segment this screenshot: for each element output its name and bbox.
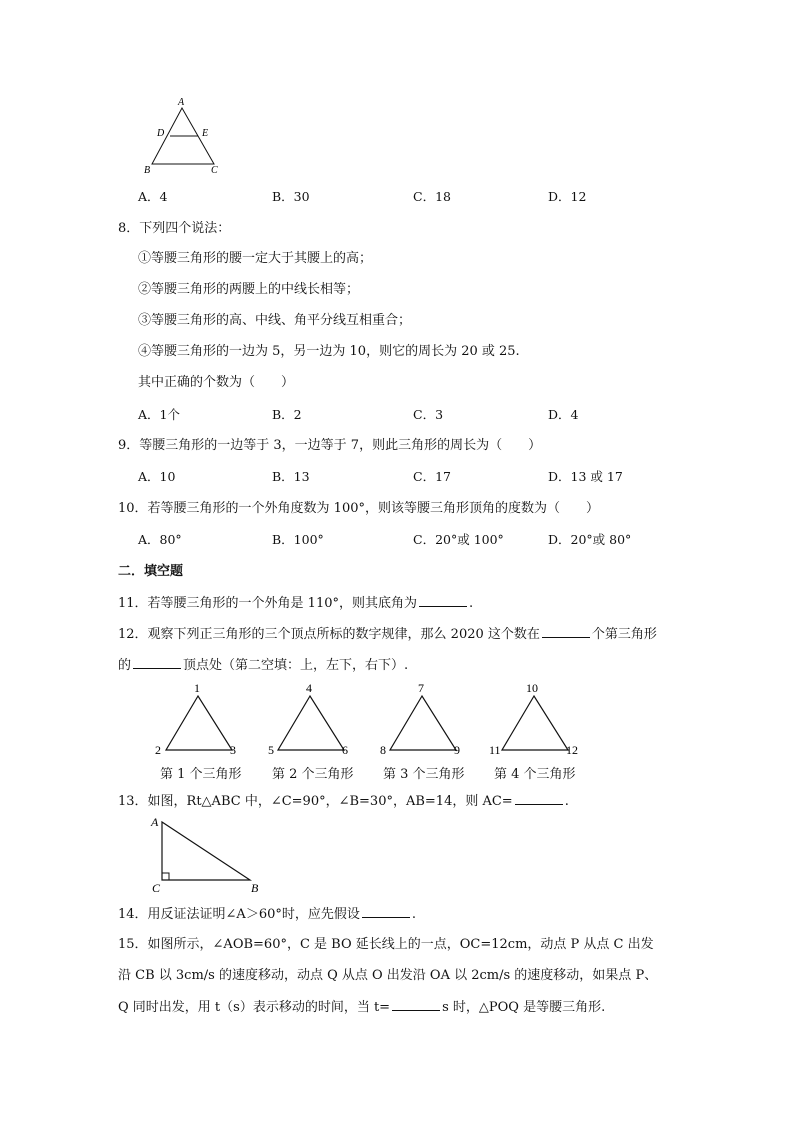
q9-option-b: B．13	[272, 469, 310, 484]
q7-option-d: D．12	[548, 189, 587, 204]
q14-blank	[362, 905, 410, 918]
tri4-right-label: 12	[566, 743, 578, 757]
q9-option-c: C．17	[413, 469, 451, 484]
q7-option-b: B．30	[272, 189, 310, 204]
q12-text-b: 个第三角形	[591, 627, 657, 642]
q8-option-b: B．2	[272, 407, 302, 422]
q14	[118, 905, 416, 924]
tri3-top-label: 7	[418, 681, 424, 695]
tri4-caption: 第 4 个三角形	[494, 767, 576, 782]
label-D: D	[157, 128, 165, 139]
label-A: A	[178, 97, 185, 108]
tri2-left-label: 5	[268, 743, 274, 757]
q15-line2: 沿 CB 以 3cm/s 的速度移动，动点 Q 从点 O 出发沿 OA 以 2cm/s 的速度移动，如果点 P、	[118, 968, 658, 983]
label-A: A	[151, 815, 159, 829]
q10-option-c: C．20°或 100°	[413, 532, 504, 547]
q12-blank-1	[542, 625, 590, 638]
q13-end: .	[564, 794, 569, 809]
q8-stem: 8．下列四个说法：	[118, 221, 231, 236]
figure-q7-triangle	[140, 96, 230, 178]
q12-blank-2	[133, 656, 181, 669]
q9-option-a: A．10	[138, 469, 176, 484]
label-C: C	[152, 881, 161, 894]
q15-blank	[392, 998, 440, 1011]
right-angle-mark	[162, 873, 169, 880]
label-B: B	[251, 881, 259, 894]
q11-text: 11．若等腰三角形的一个外角是 110°，则其底角为	[118, 596, 417, 611]
tri1-caption: 第 1 个三角形	[160, 767, 242, 782]
q10-option-d: D．20°或 80°	[548, 532, 632, 547]
q14-end: .	[411, 907, 417, 922]
triangle-4	[502, 696, 568, 750]
q8-statement-2: ②等腰三角形的两腰上的中线长相等；	[138, 282, 360, 297]
tri1-top-label: 1	[194, 681, 200, 695]
q8-option-a: A．1个	[138, 407, 180, 422]
q13	[118, 792, 569, 811]
tri2-top-label: 4	[306, 681, 312, 695]
q12-line1	[118, 625, 657, 644]
q15-line1: 15．如图所示，∠AOB=60°，C 是 BO 延长线上的一点，OC=12cm，动点 P 从点 C 出发	[118, 937, 654, 952]
q12-text-c: 的	[118, 658, 132, 673]
q7-option-c: C．18	[413, 189, 451, 204]
q12-text-d: 顶点处（第二空填：上，左下，右下）.	[183, 658, 409, 673]
q11	[118, 594, 473, 613]
label-E: E	[202, 128, 209, 139]
q10-stem: 10．若等腰三角形的一个外角度数为 100°，则该等腰三角形顶角的度数为（ ）	[118, 501, 599, 516]
tri1-left-label: 2	[155, 743, 161, 757]
q14-text: 14．用反证法证明∠A＞60°时，应先假设	[118, 907, 360, 922]
tri4-top-label: 10	[526, 681, 538, 695]
tri3-caption: 第 3 个三角形	[383, 767, 465, 782]
q8-option-d: D．4	[548, 407, 579, 422]
q13-blank	[515, 792, 563, 805]
q8-option-c: C．3	[413, 407, 444, 422]
figure-q12-triangles	[150, 678, 600, 762]
label-C: C	[211, 165, 218, 176]
q8-statement-1: ①等腰三角形的腰一定大于其腰上的高；	[138, 251, 373, 266]
q13-text: 13．如图，Rt△ABC 中，∠C=90°，∠B=30°，AB=14，则 AC=	[118, 794, 513, 809]
section-fill-in-title: 二．填空题	[118, 564, 184, 579]
q10-option-b: B．100°	[272, 532, 324, 547]
q15-text-a: Q 同时出发，用 t（s）表示移动的时间，当 t=	[118, 1000, 391, 1015]
triangle-2	[278, 696, 344, 750]
q12-text-a: 12．观察下列正三角形的三个顶点所标的数字规律，那么 2020 这个数在	[118, 627, 540, 642]
tri2-right-label: 6	[342, 743, 348, 757]
q12-line2	[118, 656, 408, 675]
q15-text-b: s 时，△POQ 是等腰三角形.	[442, 1000, 606, 1015]
q15-line3	[118, 998, 605, 1017]
tri3-right-label: 9	[454, 743, 460, 757]
triangle-3	[390, 696, 456, 750]
q8-statement-4: ④等腰三角形的一边为 5，另一边为 10，则它的周长为 20 或 25.	[138, 344, 520, 359]
q8-statement-3: ③等腰三角形的高、中线、角平分线互相重合；	[138, 313, 412, 328]
q7-option-a: A．4	[138, 189, 168, 204]
q9-option-d: D．13 或 17	[548, 469, 623, 484]
tri4-left-label: 11	[489, 743, 501, 757]
q11-end: .	[469, 596, 474, 611]
q10-option-a: A．80°	[138, 532, 182, 547]
right-triangle-acb	[162, 822, 250, 880]
q8-ask: 其中正确的个数为（ ）	[138, 375, 295, 390]
q11-blank	[419, 594, 467, 607]
label-B: B	[144, 165, 151, 176]
q9-stem: 9．等腰三角形的一边等于 3，一边等于 7，则此三角形的周长为（ ）	[118, 438, 542, 453]
triangle-1	[166, 696, 232, 750]
tri3-left-label: 8	[380, 743, 386, 757]
figure-q13-right-triangle	[148, 812, 268, 894]
tri1-right-label: 3	[230, 743, 236, 757]
tri2-caption: 第 2 个三角形	[272, 767, 354, 782]
